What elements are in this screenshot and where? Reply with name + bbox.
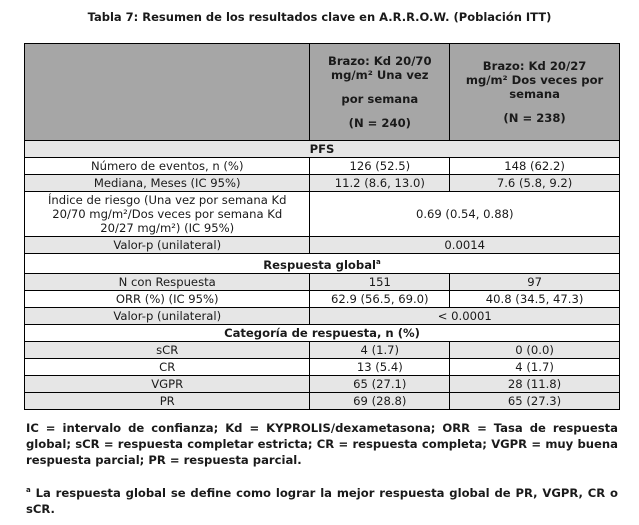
table-row	[25, 175, 620, 192]
header-arm-twice-n: (N = 238)	[503, 111, 566, 125]
row-label-indice-line1: Índice de riesgo (Una vez por semana Kd	[47, 193, 287, 207]
row-label-eventos: Número de eventos, n (%)	[25, 158, 310, 175]
row-label-indice	[25, 192, 310, 237]
header-arm-weekly-n: (N = 240)	[348, 116, 411, 130]
results-table	[24, 43, 620, 410]
header-arm-weekly-line2: mg/m² Una vez	[331, 68, 429, 82]
row-label-orr: ORR (%) (IC 95%)	[25, 290, 310, 307]
row-label-scr: sCR	[25, 341, 310, 358]
table-row	[25, 192, 620, 237]
table-row	[25, 158, 620, 175]
row-label-n-respuesta: N con Respuesta	[25, 273, 310, 290]
table-row	[25, 290, 620, 307]
table-row	[25, 341, 620, 358]
table-row	[25, 375, 620, 392]
header-arm-weekly-line1: Brazo: Kd 20/70	[327, 54, 432, 68]
section-categoria: Categoría de respuesta, n (%)	[25, 324, 620, 341]
section-pfs: PFS	[25, 141, 620, 158]
row-label-pr: PR	[25, 392, 310, 409]
header-arm-twice-line3: semana	[509, 87, 560, 101]
footnote-marker: a	[376, 258, 381, 266]
footnote-a-text: La respuesta global se define como lograr la mejor respuesta global de PR, VGPR, CR o sCR.	[26, 485, 618, 516]
table-title: Tabla 7: Resumen de los resultados clave en A.R.R.O.W. (Población ITT)	[87, 10, 552, 24]
header-arm-twice-line2: mg/m² Dos veces por	[465, 73, 604, 87]
row-value-eventos-arm1: 126 (52.5)	[310, 158, 450, 175]
row-value-mediana-arm1: 11.2 (8.6, 13.0)	[310, 175, 450, 192]
row-label-valor-p2: Valor-p (unilateral)	[25, 307, 310, 324]
row-value-scr-arm2: 0 (0.0)	[450, 341, 620, 358]
row-value-vgpr-arm1: 65 (27.1)	[310, 375, 450, 392]
row-value-indice: 0.69 (0.54, 0.88)	[310, 192, 620, 237]
footnote-abbreviations: IC = intervalo de confianza; Kd = KYPROLIS/dexametasona; ORR = Tasa de respuesta global; sCR = respuesta completar estricta; CR = respuesta completa; VGPR = muy buena respuesta parcial; PR = respuesta parcial.	[26, 421, 618, 467]
row-value-n-respuesta-arm2: 97	[450, 273, 620, 290]
table-row	[25, 307, 620, 324]
section-row-pfs	[25, 141, 620, 158]
row-value-mediana-arm2: 7.6 (5.8, 9.2)	[450, 175, 620, 192]
row-value-n-respuesta-arm1: 151	[310, 273, 450, 290]
section-row-categoria	[25, 324, 620, 341]
header-arm-weekly	[310, 44, 450, 141]
row-value-valor-p2: < 0.0001	[310, 307, 620, 324]
section-respuesta-global	[25, 254, 620, 274]
table-row	[25, 392, 620, 409]
row-label-vgpr: VGPR	[25, 375, 310, 392]
table-row	[25, 358, 620, 375]
row-value-eventos-arm2: 148 (62.2)	[450, 158, 620, 175]
header-arm-twice-line1: Brazo: Kd 20/27	[482, 59, 587, 73]
footnote-a	[26, 482, 618, 517]
row-label-cr: CR	[25, 358, 310, 375]
table-row	[25, 237, 620, 254]
row-label-mediana: Mediana, Meses (IC 95%)	[25, 175, 310, 192]
row-label-indice-line3: 20/27 mg/m²) (IC 95%)	[100, 221, 235, 235]
section-respuesta-global-label: Respuesta global	[263, 257, 376, 272]
row-value-pr-arm1: 69 (28.8)	[310, 392, 450, 409]
row-value-cr-arm1: 13 (5.4)	[310, 358, 450, 375]
row-value-orr-arm1: 62.9 (56.5, 69.0)	[310, 290, 450, 307]
header-arm-weekly-line3: por semana	[341, 92, 419, 106]
row-value-valor-p1: 0.0014	[310, 237, 620, 254]
row-value-cr-arm2: 4 (1.7)	[450, 358, 620, 375]
row-value-scr-arm1: 4 (1.7)	[310, 341, 450, 358]
row-label-indice-line2: 20/70 mg/m²/Dos veces por semana Kd	[52, 207, 283, 221]
row-label-valor-p1: Valor-p (unilateral)	[25, 237, 310, 254]
table-row	[25, 273, 620, 290]
row-value-vgpr-arm2: 28 (11.8)	[450, 375, 620, 392]
section-row-respuesta-global	[25, 254, 620, 274]
footnote-a-marker: a	[26, 486, 31, 494]
row-value-orr-arm2: 40.8 (34.5, 47.3)	[450, 290, 620, 307]
table-header-row	[25, 44, 620, 141]
row-value-pr-arm2: 65 (27.3)	[450, 392, 620, 409]
header-arm-twice-weekly	[450, 44, 620, 141]
header-empty-cell	[25, 44, 310, 141]
